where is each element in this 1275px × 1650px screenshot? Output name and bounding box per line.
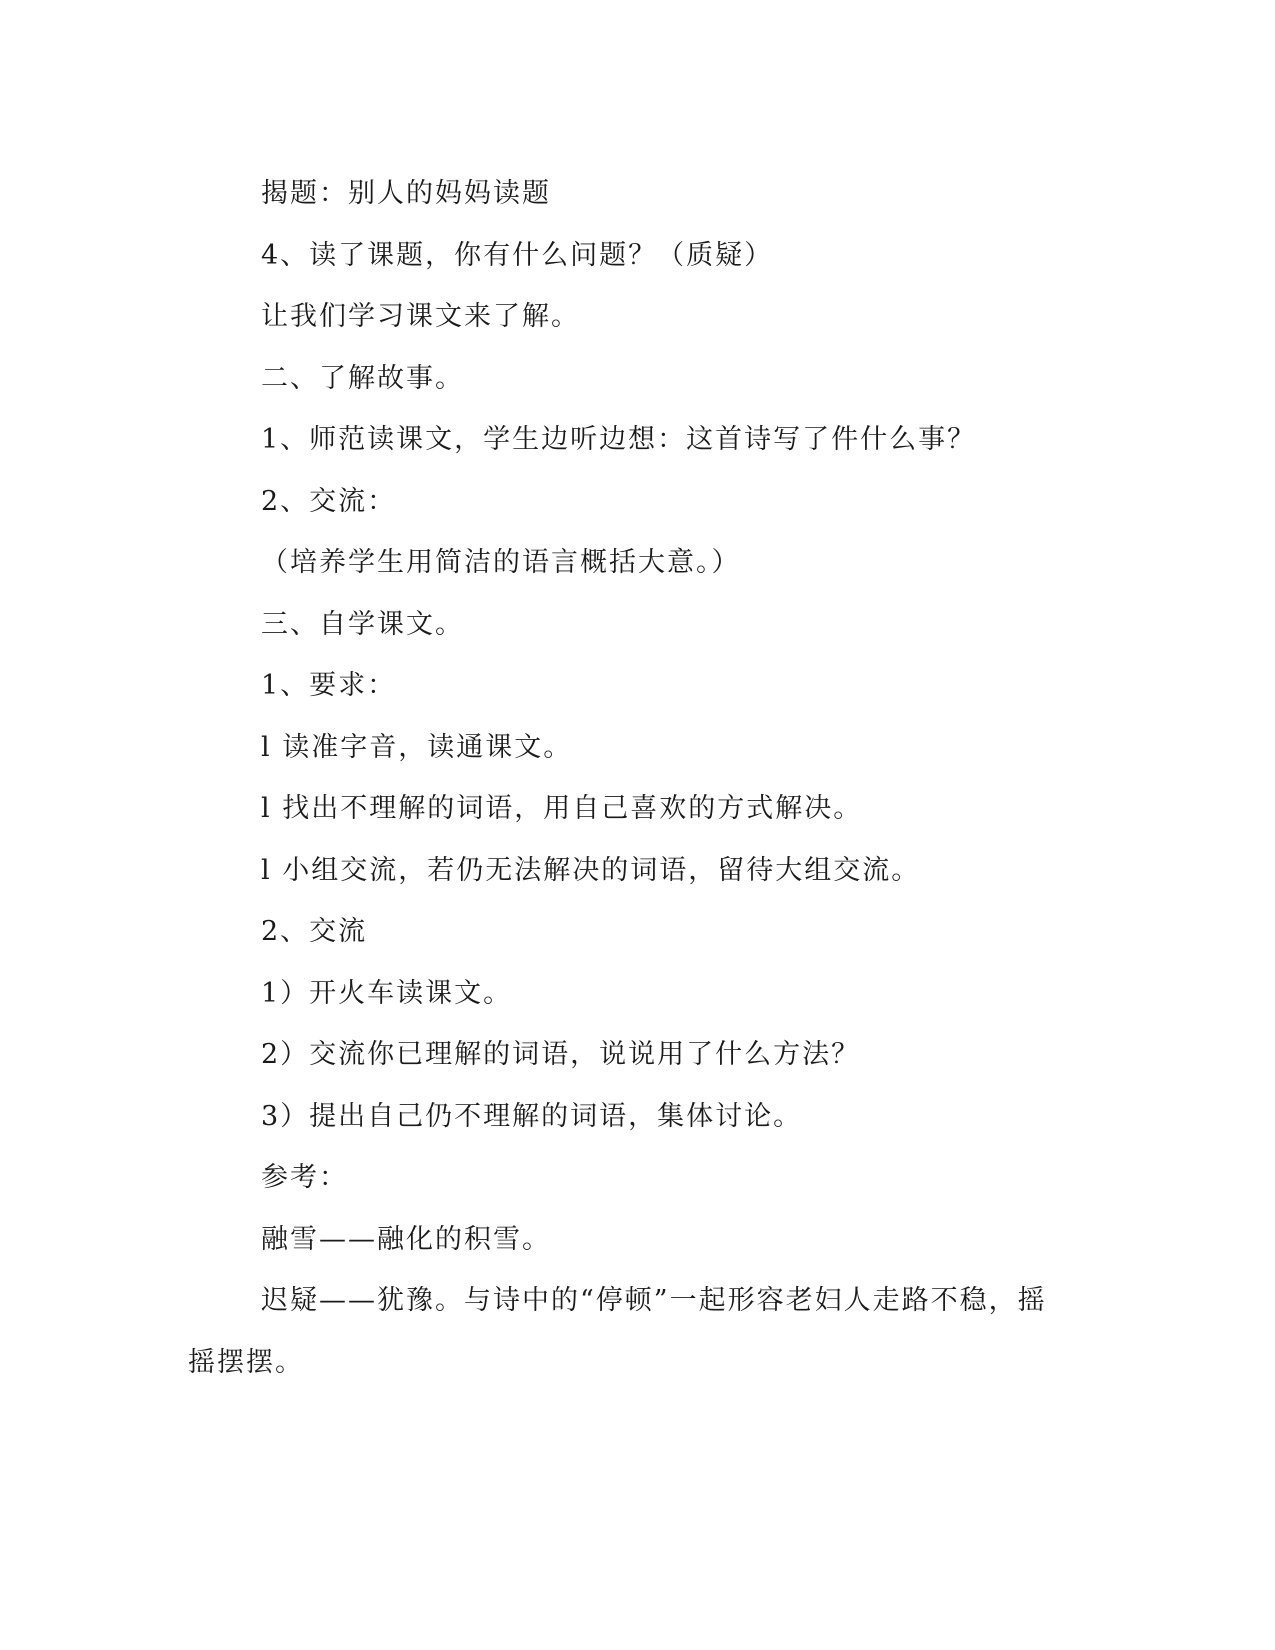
text-line: 2、交流 [261,916,368,947]
text-line: 融雪——融化的积雪。 [261,1223,551,1255]
text-line: 让我们学习课文来了解。 [261,301,580,332]
bullet-item: l 小组交流，若仍无法解决的词语，留待大组交流。 [261,854,921,886]
text-line: 1、要求： [261,670,397,701]
text-line: 1）开火车读课文。 [261,977,513,1009]
text-line: 1、师范读课文，学生边听边想：这首诗写了件什么事？ [261,424,977,455]
bullet-item: l 读准字音，读通课文。 [261,731,573,763]
text-line: 2、交流： [261,485,397,517]
document-body [188,163,1068,1393]
section-heading: 二、了解故事。 [261,362,464,394]
text-line: （培养学生用简洁的语言概括大意。） [261,547,741,578]
text-line: 4、读了课题，你有什么问题？（质疑） [261,239,774,271]
text-line: 揭题：别人的妈妈读题 [261,178,551,209]
bullet-item: l 找出不理解的词语，用自己喜欢的方式解决。 [261,793,863,824]
paragraph: 迟疑——犹豫。与诗中的“停顿”一起形容老妇人走路不稳，摇摇摆摆。 [188,1285,1047,1378]
text-line: 2）交流你已理解的词语，说说用了什么方法？ [261,1039,861,1070]
text-line: 3）提出自己仍不理解的词语，集体讨论。 [261,1100,803,1132]
section-heading: 三、自学课文。 [261,608,464,640]
text-line: 参考： [261,1162,348,1193]
